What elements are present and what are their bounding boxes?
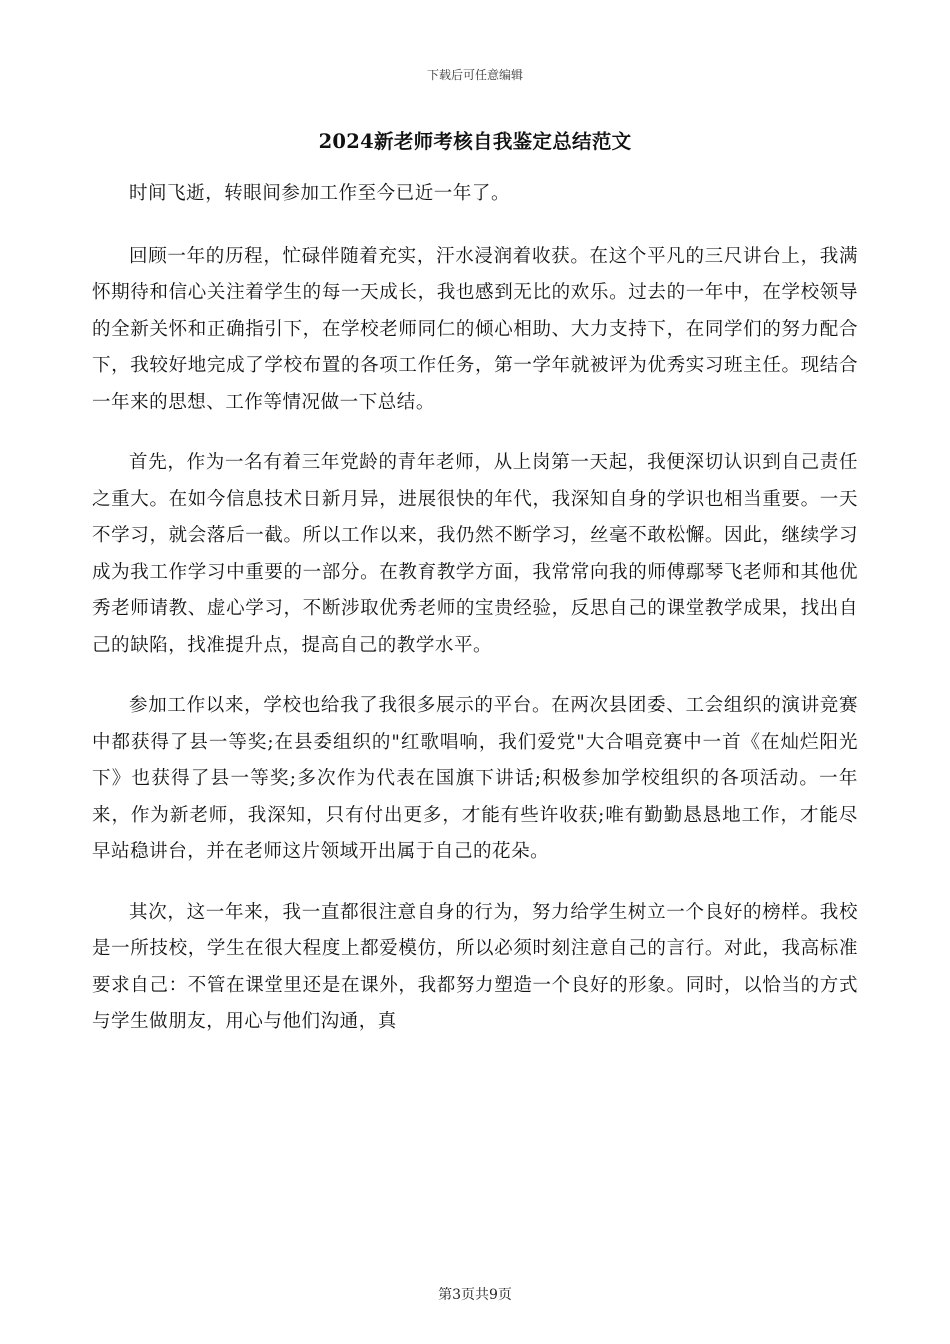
header-note: 下载后可任意编辑 (426, 68, 523, 82)
paragraph-3: 首先，作为一名有着三年党龄的青年老师，从上岗第一天起，我便深切认识到自己责任之重大。在如今信息技术日新月异，进展很快的年代，我深知自身的学识也相当重要。一天不学习，就会落后一截。所以工作以来，我仍然不断学习，丝毫不敢松懈。因此，继续学习成为我工作学习中重要的一部分。在教育教学方面，我常常向我的师傅鄢琴飞老师和其他优秀老师请教、虚心学习，不断涉取优秀老师的宝贵经验，反思自己的课堂教学成果，找出自己的缺陷，找准提升点，提高自己的教学水平。 (92, 452, 858, 656)
page-number: 第3页共9页 (438, 1287, 512, 1303)
paragraph-4: 参加工作以来，学校也给我了我很多展示的平台。在两次县团委、工会组织的演讲竞赛中都获得了县一等奖;在县委组织的"红歌唱响，我们爱党"大合唱竞赛中一首《在灿烂阳光下》也获得了县一等奖;多次作为代表在国旗下讲话;积极参加学校组织的各项活动。一年来，作为新老师，我深知，只有付出更多，才能有些许收获;唯有勤勤恳恳地工作，才能尽早站稳讲台，并在老师这片领域开出属于自己的花朵。 (92, 695, 858, 862)
paragraph-5: 其次，这一年来，我一直都很注意自身的行为，努力给学生树立一个良好的榜样。我校是一所技校，学生在很大程度上都爱模仿，所以必须时刻注意自己的言行。对此，我高标准要求自己：不管在课堂里还是在课外，我都努力塑造一个良好的形象。同时，以恰当的方式与学生做朋友，用心与他们沟通，真 (92, 901, 858, 1032)
paragraph-1: 时间飞逝，转眼间参加工作至今已近一年了。 (129, 183, 511, 204)
paragraph-2: 回顾一年的历程，忙碌伴随着充实，汗水浸润着收获。在这个平凡的三尺讲台上，我满怀期待和信心关注着学生的每一天成长，我也感到无比的欢乐。过去的一年中，在学校领导的全新关怀和正确指引下，在学校老师同仁的倾心相助、大力支持下，在同学们的努力配合下，我较好地完成了学校布置的各项工作任务，第一学年就被评为优秀实习班主任。现结合一年来的思想、工作等情况做一下总结。 (92, 245, 858, 413)
document-title: 2024新老师考核自我鉴定总结范文 (318, 130, 632, 153)
document-body (92, 176, 858, 1065)
